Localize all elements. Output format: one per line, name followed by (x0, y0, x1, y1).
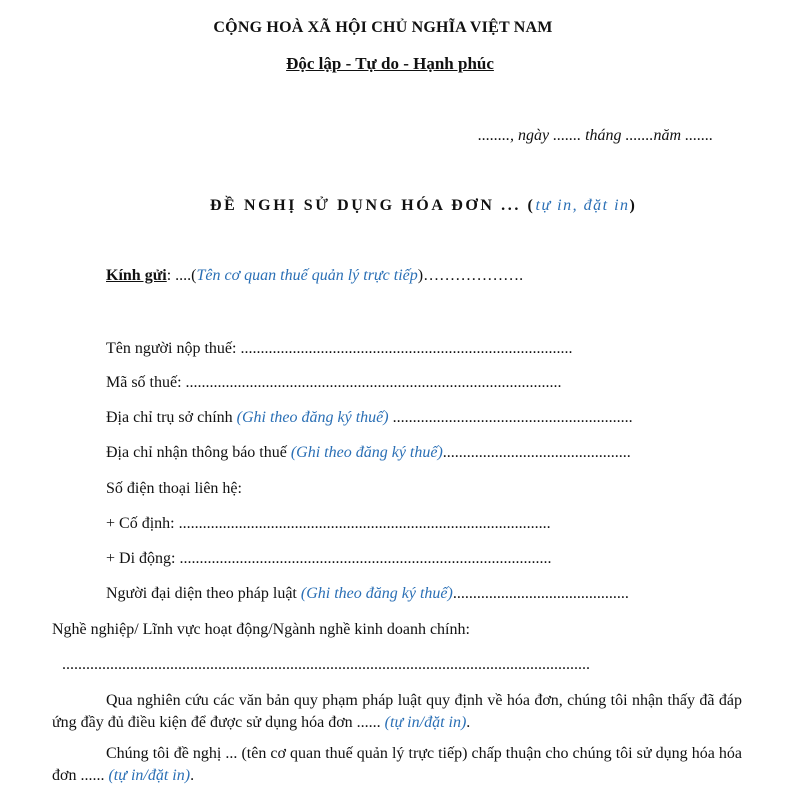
recipient-suffix: )………………. (417, 267, 524, 284)
notice-address-label: Địa chỉ nhận thông báo thuế (106, 444, 291, 461)
title-main: ĐỀ NGHỊ SỬ DỤNG HÓA ĐƠN ... ( (210, 197, 536, 214)
head-office-hint: (Ghi theo đăng ký thuế) (236, 409, 389, 426)
paragraph-1-text: Qua nghiên cứu các văn bản quy phạm pháp luật quy định về hóa đơn, chúng tôi nhận thấy đã đáp ứng đầy đủ điều kiện để được sử dụng hóa đơn ...... (52, 692, 742, 731)
paragraph-1-end: . (466, 714, 471, 731)
paragraph-2-hint: (tự in/đặt in) (108, 767, 191, 784)
tax-code-field: Mã số thuế: .............................................................................................. (106, 374, 562, 391)
phone-label: Số điện thoại liên hệ: (106, 480, 242, 497)
occupation-label: Nghề nghiệp/ Lĩnh vực hoạt động/Ngành nghề kinh doanh chính: (52, 621, 470, 638)
landline-field: + Cố định: ............................................................................................. (106, 515, 551, 532)
paragraph-1-hint: (tự in/đặt in) (384, 714, 467, 731)
notice-address-dots: ............................................... (442, 444, 631, 461)
occupation-dots: .................................................................................................................................... (62, 656, 590, 673)
motto-header (0, 54, 780, 74)
paragraph-2-text: Chúng tôi đề nghị ... (tên cơ quan thuế quản lý trực tiếp) chấp thuận cho chúng tôi sử dụng hóa hóa đơn ...... (52, 745, 742, 784)
title-hint: tự in, đặt in (535, 197, 630, 214)
mobile-field: + Di động: ............................................................................................. (106, 550, 552, 567)
recipient-prefix: : ....( (166, 267, 197, 284)
legal-rep-field (106, 585, 629, 603)
head-office-field (106, 409, 633, 427)
paragraph-2 (52, 743, 742, 787)
taxpayer-name-field: Tên người nộp thuế: ................................................................................... (106, 340, 573, 357)
recipient-hint: Tên cơ quan thuế quản lý trực tiếp (196, 267, 418, 284)
title-close: ) (629, 197, 638, 214)
legal-rep-label: Người đại diện theo pháp luật (106, 585, 301, 602)
notice-address-field (106, 444, 631, 462)
date-line: ........, ngày ....... tháng .......năm ....... (478, 127, 714, 144)
paragraph-1 (52, 690, 742, 734)
recipient-line (106, 267, 523, 285)
legal-rep-dots: ............................................ (452, 585, 629, 602)
paragraph-2-end: . (190, 767, 195, 784)
legal-rep-hint: (Ghi theo đăng ký thuế) (300, 585, 453, 602)
country-header: CỘNG HOÀ XÃ HỘI CHỦ NGHĨA VIỆT NAM (213, 19, 553, 36)
document-title (210, 197, 637, 215)
notice-address-hint: (Ghi theo đăng ký thuế) (290, 444, 443, 461)
head-office-dots: ............................................................ (388, 409, 633, 426)
motto-text: Độc lập - Tự do - Hạnh phúc (286, 54, 494, 73)
head-office-label: Địa chỉ trụ sở chính (106, 409, 237, 426)
recipient-label: Kính gửi (106, 267, 167, 284)
